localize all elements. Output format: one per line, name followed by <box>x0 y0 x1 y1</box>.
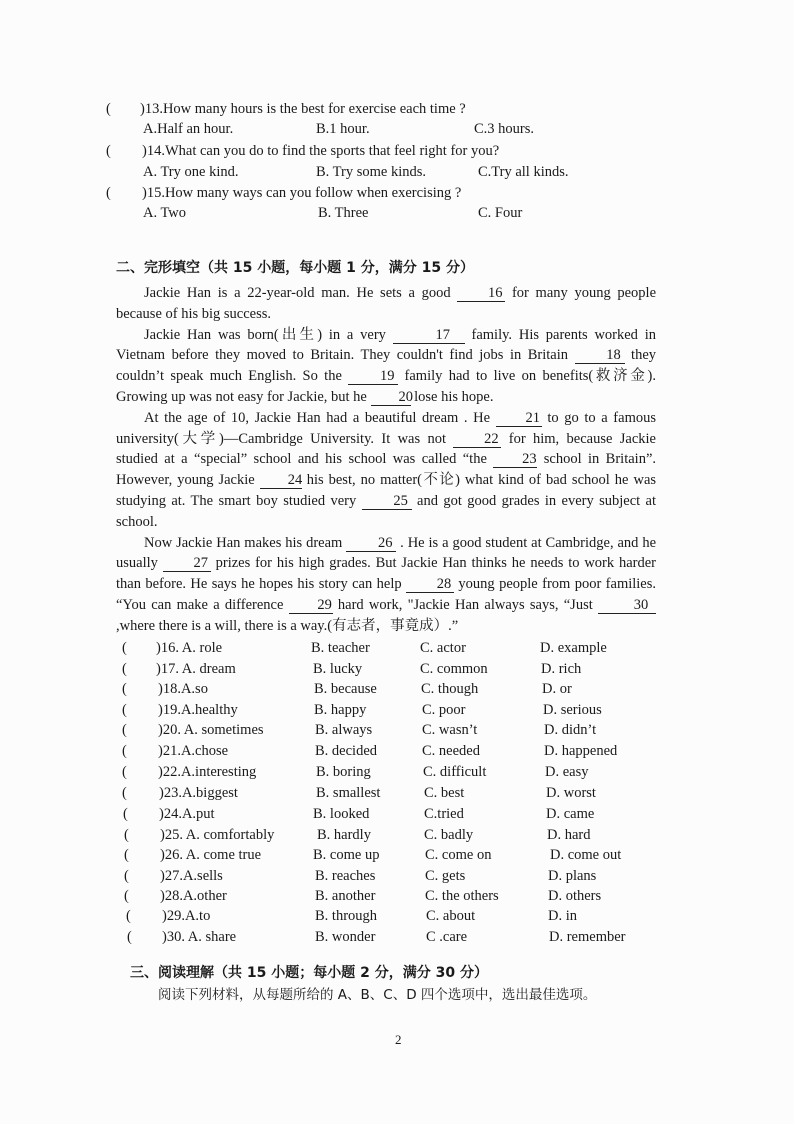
option-d: D. came <box>546 806 595 822</box>
option-b: B. boring <box>316 764 371 780</box>
option-a: )18.A.so <box>158 681 208 697</box>
page-number: 2 <box>395 1032 402 1047</box>
question-text: )13.How many hours is the best for exercise each time ? <box>140 101 466 117</box>
option-row-16 <box>0 638 794 658</box>
option-a: )16. A. role <box>156 640 223 656</box>
option-b: B. always <box>315 722 373 738</box>
section-heading-cloze: 二、完形填空（共 15 小题，每小题 1 分，满分 15 分） <box>116 260 474 276</box>
blank-24: 24 <box>260 472 302 489</box>
option-c: C.3 hours. <box>474 121 535 137</box>
blank-22: 22 <box>453 431 501 448</box>
answer-paren[interactable]: ( <box>127 929 132 945</box>
option-c: C. come on <box>425 847 492 863</box>
option-c: C.tried <box>424 806 464 822</box>
option-b: B. because <box>314 681 377 697</box>
option-a: )17. A. dream <box>156 661 236 677</box>
blank-25: 25 <box>362 493 412 510</box>
blank-28: 28 <box>406 576 454 593</box>
option-b: B.1 hour. <box>316 121 370 137</box>
option-c: C. wasn’t <box>422 722 478 738</box>
option-a: )29.A.to <box>162 908 211 924</box>
option-a: A.Half an hour. <box>143 121 234 137</box>
listening-question-15 <box>0 183 794 203</box>
answer-paren[interactable]: ( <box>124 827 129 843</box>
option-d: D. or <box>542 681 572 697</box>
option-d: D. come out <box>550 847 622 863</box>
option-a: )24.A.put <box>159 806 215 822</box>
option-a: )28.A.other <box>160 888 227 904</box>
option-c: C. about <box>426 908 476 924</box>
option-b: B. wonder <box>315 929 376 945</box>
answer-paren[interactable]: ( <box>122 640 127 656</box>
option-d: D. remember <box>549 929 626 945</box>
option-d: D. example <box>540 640 607 656</box>
option-row-18 <box>0 679 794 699</box>
option-row-26 <box>0 845 794 865</box>
option-b: B. Three <box>318 205 369 221</box>
option-b: B. smallest <box>316 785 381 801</box>
option-d: D. in <box>548 908 577 924</box>
option-b: B. decided <box>315 743 378 759</box>
answer-paren[interactable]: ( <box>124 847 129 863</box>
blank-16: 16 <box>457 285 505 302</box>
option-c: C. gets <box>425 868 466 884</box>
option-a: )30. A. share <box>162 929 237 945</box>
option-row-29 <box>0 906 794 926</box>
option-d: D. serious <box>543 702 602 718</box>
blank-20: 20 <box>371 389 411 406</box>
blank-30: 30 <box>598 597 656 614</box>
option-a: )26. A. come true <box>160 847 262 863</box>
blank-23: 23 <box>493 451 537 468</box>
answer-paren[interactable]: ( <box>122 661 127 677</box>
option-b: B. teacher <box>311 640 370 656</box>
blank-26: 26 <box>346 535 396 552</box>
answer-paren[interactable]: ( <box>122 764 127 780</box>
option-row-17 <box>0 659 794 679</box>
option-c: C. badly <box>424 827 474 843</box>
option-c: C. the others <box>425 888 499 904</box>
answer-paren[interactable]: ( <box>122 722 127 738</box>
option-c: C. actor <box>420 640 466 656</box>
option-row-22 <box>0 762 794 782</box>
option-row-20 <box>0 720 794 740</box>
option-a: )25. A. comfortably <box>160 827 275 843</box>
option-a: )23.A.biggest <box>159 785 238 801</box>
answer-paren[interactable]: ( <box>106 101 111 117</box>
answer-paren[interactable]: ( <box>106 185 111 201</box>
passage-paragraph-1: Jackie Han is a 22-year-old man. He sets a good 16 for many young people because of his big success. <box>116 285 657 322</box>
answer-paren[interactable]: ( <box>123 806 128 822</box>
option-c: C.Try all kinds. <box>478 164 569 180</box>
option-row-19 <box>0 700 794 720</box>
passage-paragraph-4: Now Jackie Han makes his dream 26 . He is a good student at Cambridge, and he usually 27 prizes for his high grades. But Jackie Han thinks he needs to work harder than before. He says he hopes his story can help 28 young people from poor families. “You can make a difference 29 hard work, "Jackie Han always says, “Just 30,where there is a will, there is a way.(有志者，事竟成）.” <box>116 534 657 634</box>
listening-question-13 <box>0 99 794 119</box>
option-a: )20. A. sometimes <box>158 722 264 738</box>
answer-paren[interactable]: ( <box>122 681 127 697</box>
option-d: D. plans <box>548 868 597 884</box>
answer-paren[interactable]: ( <box>124 888 129 904</box>
option-b: B. through <box>315 908 378 924</box>
question-text: )15.How many ways can you follow when exercising ? <box>142 185 462 201</box>
option-c: C. poor <box>422 702 466 718</box>
listening-question-14 <box>0 141 794 161</box>
listening-options-15 <box>0 203 794 223</box>
option-b: B. another <box>315 888 376 904</box>
option-d: D. hard <box>547 827 591 843</box>
option-a: )22.A.interesting <box>158 764 257 780</box>
passage-paragraph-3: At the age of 10, Jackie Han had a beautiful dream . He 21 to go to a famous university(大学)—Cambridge University. It was not 22 for him, because Jackie studied at a “special” school and his school was called “the 23 school in Britain”. However, young Jackie 24 his best, no matter(不论) what kind of bad school he was studying at. The smart boy studied very 25 and got good grades in every subject at school. <box>116 409 657 530</box>
option-c: C. Four <box>478 205 523 221</box>
blank-19: 19 <box>348 368 398 385</box>
option-row-30 <box>0 927 794 947</box>
answer-paren[interactable]: ( <box>122 743 127 759</box>
cloze-passage <box>116 283 656 637</box>
option-c: C. common <box>420 661 488 677</box>
option-d: D. happened <box>544 743 618 759</box>
option-row-24 <box>0 804 794 824</box>
answer-paren[interactable]: ( <box>122 785 127 801</box>
option-c: C. best <box>424 785 465 801</box>
option-row-21 <box>0 741 794 761</box>
section-heading-reading: 三、阅读理解（共 15 小题；每小题 2 分，满分 30 分） <box>130 965 488 981</box>
option-d: D. worst <box>546 785 596 801</box>
passage-paragraph-2: Jackie Han was born(出生) in a very 17 family. His parents worked in Vietnam before they moved to Britain. They couldn't find jobs in Britain 18 they couldn’t speak much English. So the 19 family had to live on benefits(救济金). Growing up was not easy for Jackie, but he 20 lose his hope. <box>116 326 657 405</box>
blank-17: 17 <box>393 327 465 344</box>
option-c: C. though <box>421 681 479 697</box>
option-d: D. easy <box>545 764 589 780</box>
listening-options-14 <box>0 162 794 182</box>
question-text: )14.What can you do to find the sports that feel right for you? <box>142 143 500 159</box>
option-a: )21.A.chose <box>158 743 229 759</box>
option-b: B. lucky <box>313 661 363 677</box>
option-a: )19.A.healthy <box>158 702 238 718</box>
blank-18: 18 <box>575 347 625 364</box>
option-c: C. difficult <box>423 764 487 780</box>
option-a: A. Two <box>143 205 187 221</box>
option-b: B. hardly <box>317 827 371 843</box>
option-b: B. Try some kinds. <box>316 164 426 180</box>
answer-paren[interactable]: ( <box>124 868 129 884</box>
answer-paren[interactable]: ( <box>106 143 111 159</box>
option-b: B. reaches <box>315 868 376 884</box>
option-b: B. come up <box>313 847 380 863</box>
reading-instruction: 阅读下列材料，从每题所给的 A、B、C、D 四个选项中，选出最佳选项。 <box>158 987 597 1003</box>
option-d: D. rich <box>541 661 582 677</box>
option-c: C. needed <box>422 743 480 759</box>
blank-21: 21 <box>496 410 542 427</box>
option-row-27 <box>0 866 794 886</box>
option-c: C .care <box>426 929 468 945</box>
option-row-28 <box>0 886 794 906</box>
option-d: D. others <box>548 888 602 904</box>
blank-29: 29 <box>289 597 333 614</box>
option-row-25 <box>0 825 794 845</box>
answer-paren[interactable]: ( <box>122 702 127 718</box>
option-a: )27.A.sells <box>160 868 223 884</box>
listening-options-13 <box>0 119 794 139</box>
option-row-23 <box>0 783 794 803</box>
option-b: B. looked <box>313 806 370 822</box>
option-a: A. Try one kind. <box>143 164 239 180</box>
option-b: B. happy <box>314 702 367 718</box>
blank-27: 27 <box>163 555 211 572</box>
answer-paren[interactable]: ( <box>126 908 131 924</box>
option-d: D. didn’t <box>544 722 597 738</box>
